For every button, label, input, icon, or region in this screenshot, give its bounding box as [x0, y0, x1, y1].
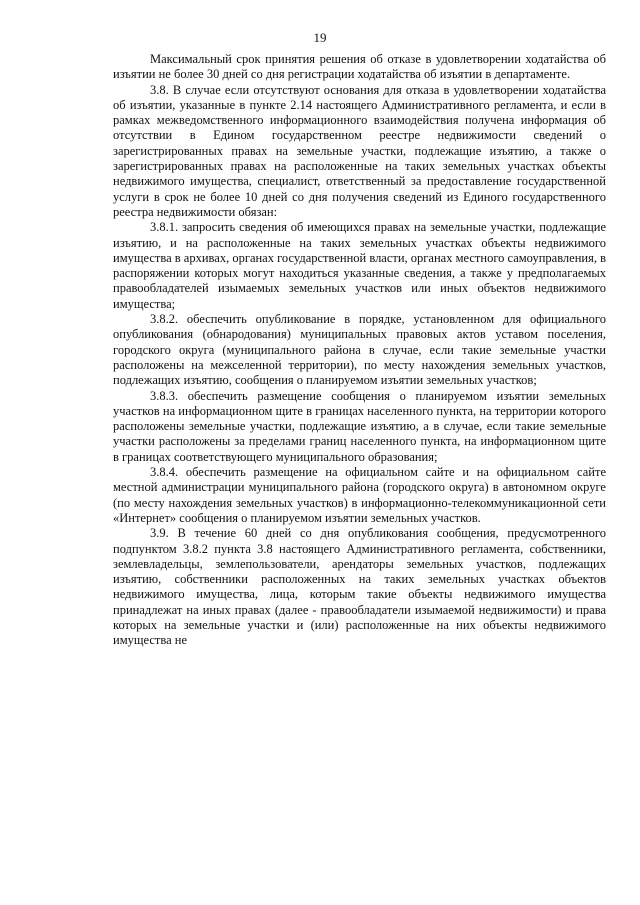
paragraph-3-8-1: 3.8.1. запросить сведения об имеющихся правах на земельные участки, подлежащие изъятию, и на расположенные на таких земельных участках объекты недвижимого имущества в архивах, органах государственной власти, органах местного самоуправления, в распоряжении которых могут находиться указанные сведения, а также у предполагаемых правообладателей изымаемых земельных участков или иных объектов недвижимого имущества;	[113, 220, 606, 311]
document-body	[113, 52, 606, 649]
paragraph-3-9: 3.9. В течение 60 дней со дня опубликования сообщения, предусмотренного подпунктом 3.8.2 пункта 3.8 настоящего Административного регламента, собственники, землевладельцы, землепользователи, арендаторы земельных участков, подлежащих изъятию, собственники расположенных на таких земельных участках объектов недвижимого имущества, лица, которым такие объекты недвижимого имущества принадлежат на иных правах (далее - правообладатели изымаемой недвижимости) и права которых на земельные участки и (или) расположенные на них объекты недвижимого имущества не	[113, 526, 606, 648]
paragraph-3-8-2: 3.8.2. обеспечить опубликование в порядке, установленном для официального опубликования (обнародования) муниципальных правовых актов уставом поселения, городского округа (муниципального района в случае, если такие земельные участки расположены на межселенной территории), по месту нахождения земельных участков, подлежащих изъятию, сообщения о планируемом изъятии земельных участков;	[113, 312, 606, 388]
paragraph-3-8: 3.8. В случае если отсутствуют основания для отказа в удовлетворении ходатайства об изъятии, указанные в пункте 2.14 настоящего Административного регламента, и если в рамках межведомственного информационного взаимодействия получена информация об отсутствии в Едином государственном реестре недвижимости сведений о зарегистрированных правах на земельные участки, подлежащие изъятию, а также о зарегистрированных правах на расположенные на таких земельных участках объекты недвижимого имущества, специалист, ответственный за предоставление государственной услуги в срок не более 10 дней со дня получения сведений из Единого государственного реестра недвижимости обязан:	[113, 82, 606, 219]
page-number: 19	[313, 30, 327, 45]
paragraph-3-8-3: 3.8.3. обеспечить размещение сообщения о планируемом изъятии земельных участков на информационном щите в границах населенного пункта, на территории которого расположены земельные участки, подлежащие изъятию, а в случае, если такие земельные участки расположены за пределами границ населенного пункта, на информационном щите в границах соответствующего муниципального образования;	[113, 388, 606, 464]
paragraph-max-term: Максимальный срок принятия решения об отказе в удовлетворении ходатайства об изъятии не более 30 дней со дня регистрации ходатайства об изъятии в департаменте.	[113, 52, 606, 82]
paragraph-3-8-4: 3.8.4. обеспечить размещение на официальном сайте и на официальном сайте местной администрации муниципального района (городского округа) в автономном округе (по месту нахождения земельных участков) в информационно-телекоммуникационной сети «Интернет» сообщения о планируемом изъятии земельных участков.	[113, 465, 606, 525]
